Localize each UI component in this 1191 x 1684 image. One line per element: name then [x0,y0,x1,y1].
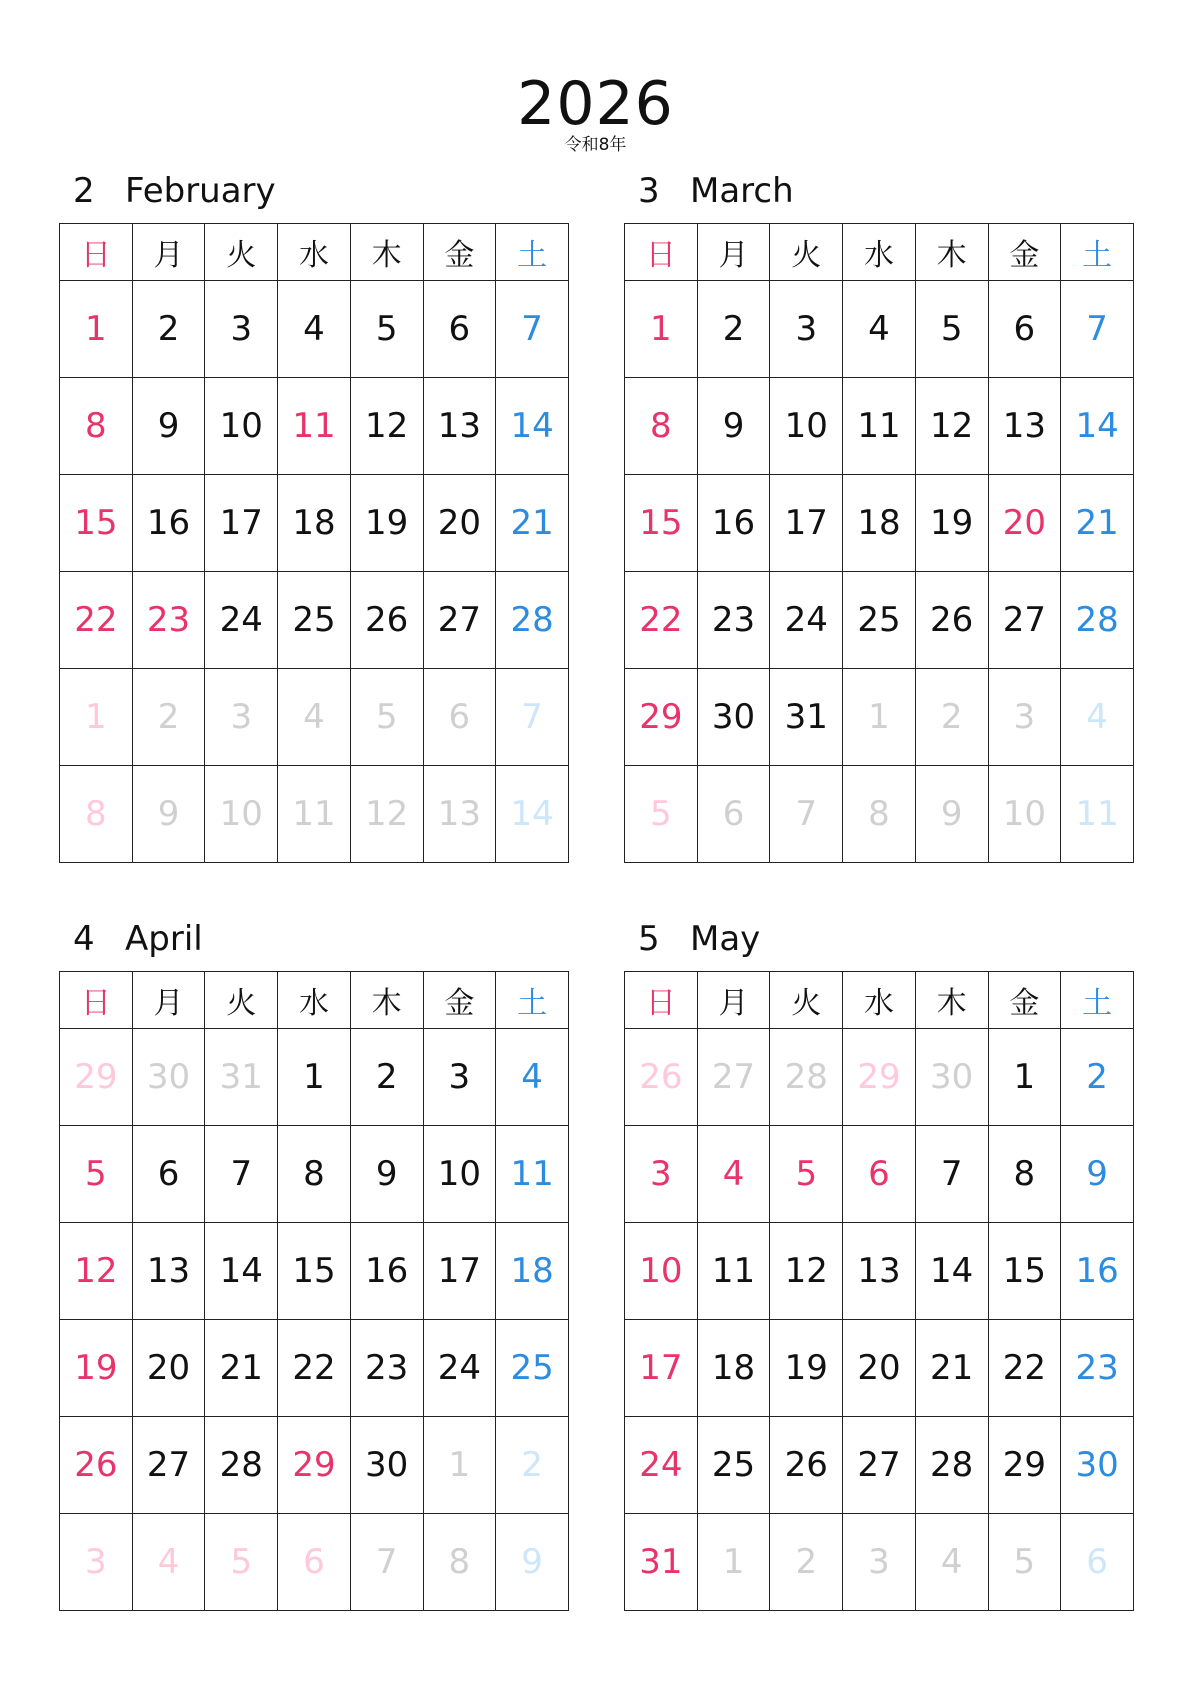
day-cell: 27 [423,572,496,669]
week-row [60,1126,569,1223]
weekday-header-row [625,972,1134,1029]
weekday-header: 水 [278,224,351,281]
month-number: 4 [73,919,95,959]
day-cell: 11 [697,1223,770,1320]
day-cell: 7 [496,281,569,378]
month-number: 5 [638,919,660,959]
month-name: March [690,171,794,211]
day-cell: 4 [1061,669,1134,766]
day-cell: 8 [278,1126,351,1223]
month-march [624,171,1134,863]
day-cell: 28 [205,1417,278,1514]
day-cell: 1 [625,281,698,378]
day-cell: 30 [1061,1417,1134,1514]
day-cell: 6 [1061,1514,1134,1611]
day-cell: 7 [1061,281,1134,378]
day-cell: 6 [423,669,496,766]
weekday-header: 月 [697,224,770,281]
day-cell: 2 [1061,1029,1134,1126]
day-cell: 23 [1061,1320,1134,1417]
week-row [625,1320,1134,1417]
month-grid [59,971,569,1611]
month-name: February [125,171,276,211]
day-cell: 17 [625,1320,698,1417]
day-cell: 21 [205,1320,278,1417]
month-name: May [690,919,761,959]
day-cell: 4 [496,1029,569,1126]
week-row [625,475,1134,572]
weekday-header-row [625,224,1134,281]
day-cell: 15 [278,1223,351,1320]
day-cell: 23 [132,572,205,669]
weekday-header: 火 [770,972,843,1029]
day-cell: 26 [60,1417,133,1514]
day-cell: 12 [350,378,423,475]
day-cell: 24 [625,1417,698,1514]
day-cell: 15 [60,475,133,572]
day-cell: 26 [350,572,423,669]
day-cell: 28 [1061,572,1134,669]
day-cell: 20 [132,1320,205,1417]
month-title [73,171,276,211]
week-row [625,1029,1134,1126]
day-cell: 31 [205,1029,278,1126]
day-cell: 4 [915,1514,988,1611]
day-cell: 25 [496,1320,569,1417]
day-cell: 5 [205,1514,278,1611]
day-cell: 29 [625,669,698,766]
weekday-header: 水 [843,224,916,281]
week-row [60,281,569,378]
day-cell: 21 [915,1320,988,1417]
day-cell: 12 [770,1223,843,1320]
day-cell: 10 [205,766,278,863]
day-cell: 11 [1061,766,1134,863]
day-cell: 30 [697,669,770,766]
day-cell: 6 [988,281,1061,378]
day-cell: 18 [278,475,351,572]
weekday-header: 火 [205,972,278,1029]
day-cell: 29 [278,1417,351,1514]
day-cell: 3 [843,1514,916,1611]
month-number: 3 [638,171,660,211]
day-cell: 5 [350,669,423,766]
day-cell: 9 [697,378,770,475]
day-cell: 22 [625,572,698,669]
day-cell: 3 [988,669,1061,766]
weekday-header: 金 [988,224,1061,281]
week-row [60,572,569,669]
day-cell: 6 [843,1126,916,1223]
week-row [60,766,569,863]
day-cell: 13 [132,1223,205,1320]
month-number: 2 [73,171,95,211]
day-cell: 2 [132,281,205,378]
day-cell: 11 [496,1126,569,1223]
day-cell: 9 [1061,1126,1134,1223]
day-cell: 14 [205,1223,278,1320]
week-row [60,669,569,766]
day-cell: 14 [915,1223,988,1320]
day-cell: 27 [988,572,1061,669]
day-cell: 27 [843,1417,916,1514]
day-cell: 20 [423,475,496,572]
day-cell: 8 [60,766,133,863]
day-cell: 19 [770,1320,843,1417]
day-cell: 16 [132,475,205,572]
day-cell: 3 [205,669,278,766]
day-cell: 2 [132,669,205,766]
day-cell: 8 [60,378,133,475]
day-cell: 5 [625,766,698,863]
day-cell: 29 [843,1029,916,1126]
day-cell: 17 [205,475,278,572]
week-row [625,1514,1134,1611]
day-cell: 26 [915,572,988,669]
day-cell: 29 [60,1029,133,1126]
weekday-header: 月 [132,972,205,1029]
day-cell: 15 [625,475,698,572]
day-cell: 9 [132,378,205,475]
day-cell: 14 [496,378,569,475]
day-cell: 3 [423,1029,496,1126]
week-row [60,475,569,572]
day-cell: 10 [423,1126,496,1223]
month-grid [624,223,1134,863]
weekday-header: 木 [915,972,988,1029]
weekday-header: 火 [205,224,278,281]
day-cell: 4 [278,281,351,378]
day-cell: 6 [132,1126,205,1223]
day-cell: 8 [843,766,916,863]
day-cell: 14 [496,766,569,863]
day-cell: 19 [60,1320,133,1417]
day-cell: 17 [770,475,843,572]
day-cell: 1 [278,1029,351,1126]
day-cell: 10 [988,766,1061,863]
day-cell: 30 [132,1029,205,1126]
weekday-header: 月 [132,224,205,281]
day-cell: 30 [915,1029,988,1126]
day-cell: 13 [423,766,496,863]
day-cell: 16 [350,1223,423,1320]
weekday-header: 日 [60,972,133,1029]
day-cell: 1 [60,281,133,378]
month-grid [624,971,1134,1611]
day-cell: 2 [770,1514,843,1611]
day-cell: 16 [697,475,770,572]
weekday-header: 日 [625,224,698,281]
day-cell: 10 [625,1223,698,1320]
day-cell: 9 [915,766,988,863]
japanese-era-year: 令和8年 [564,135,627,155]
day-cell: 11 [278,766,351,863]
day-cell: 7 [496,669,569,766]
month-april [59,919,569,1611]
weekday-header: 金 [988,972,1061,1029]
month-name: April [125,919,203,959]
weekday-header: 土 [1061,972,1134,1029]
day-cell: 6 [423,281,496,378]
weekday-header: 木 [350,972,423,1029]
calendar-year: 2026 [517,69,674,139]
weekday-header: 木 [350,224,423,281]
day-cell: 1 [60,669,133,766]
day-cell: 19 [350,475,423,572]
day-cell: 7 [915,1126,988,1223]
day-cell: 22 [988,1320,1061,1417]
month-grid [59,223,569,863]
day-cell: 4 [697,1126,770,1223]
day-cell: 1 [423,1417,496,1514]
week-row [60,378,569,475]
day-cell: 13 [423,378,496,475]
week-row [625,1126,1134,1223]
day-cell: 9 [350,1126,423,1223]
weekday-header: 土 [496,972,569,1029]
week-row [625,1417,1134,1514]
day-cell: 25 [843,572,916,669]
day-cell: 28 [915,1417,988,1514]
day-cell: 20 [988,475,1061,572]
day-cell: 24 [770,572,843,669]
day-cell: 7 [350,1514,423,1611]
weekday-header: 土 [1061,224,1134,281]
day-cell: 28 [496,572,569,669]
day-cell: 18 [697,1320,770,1417]
day-cell: 9 [496,1514,569,1611]
day-cell: 22 [60,572,133,669]
day-cell: 23 [697,572,770,669]
weekday-header: 日 [625,972,698,1029]
weekday-header: 火 [770,224,843,281]
day-cell: 5 [350,281,423,378]
day-cell: 11 [278,378,351,475]
weekday-header-row [60,972,569,1029]
day-cell: 18 [843,475,916,572]
day-cell: 13 [988,378,1061,475]
day-cell: 31 [625,1514,698,1611]
day-cell: 30 [350,1417,423,1514]
week-row [625,669,1134,766]
weekday-header: 金 [423,972,496,1029]
day-cell: 7 [770,766,843,863]
day-cell: 23 [350,1320,423,1417]
day-cell: 25 [697,1417,770,1514]
week-row [60,1029,569,1126]
day-cell: 13 [843,1223,916,1320]
day-cell: 25 [278,572,351,669]
weekday-header: 水 [278,972,351,1029]
weekday-header: 水 [843,972,916,1029]
month-title [73,919,203,959]
month-title [638,171,794,211]
day-cell: 4 [278,669,351,766]
week-row [625,378,1134,475]
day-cell: 8 [423,1514,496,1611]
weekday-header: 金 [423,224,496,281]
day-cell: 3 [205,281,278,378]
weekday-header: 土 [496,224,569,281]
month-february [59,171,569,863]
day-cell: 3 [60,1514,133,1611]
weekday-header-row [60,224,569,281]
day-cell: 1 [697,1514,770,1611]
week-row [60,1417,569,1514]
day-cell: 4 [843,281,916,378]
day-cell: 31 [770,669,843,766]
day-cell: 8 [988,1126,1061,1223]
day-cell: 2 [697,281,770,378]
weekday-header: 日 [60,224,133,281]
day-cell: 15 [988,1223,1061,1320]
day-cell: 1 [988,1029,1061,1126]
day-cell: 7 [205,1126,278,1223]
day-cell: 12 [915,378,988,475]
day-cell: 28 [770,1029,843,1126]
day-cell: 4 [132,1514,205,1611]
day-cell: 20 [843,1320,916,1417]
day-cell: 5 [915,281,988,378]
week-row [625,281,1134,378]
day-cell: 27 [132,1417,205,1514]
day-cell: 17 [423,1223,496,1320]
day-cell: 6 [697,766,770,863]
day-cell: 21 [496,475,569,572]
day-cell: 27 [697,1029,770,1126]
week-row [60,1514,569,1611]
day-cell: 2 [915,669,988,766]
day-cell: 12 [350,766,423,863]
day-cell: 11 [843,378,916,475]
day-cell: 2 [496,1417,569,1514]
day-cell: 14 [1061,378,1134,475]
day-cell: 3 [625,1126,698,1223]
day-cell: 1 [843,669,916,766]
day-cell: 10 [205,378,278,475]
day-cell: 21 [1061,475,1134,572]
week-row [625,572,1134,669]
day-cell: 26 [625,1029,698,1126]
month-title [638,919,760,959]
day-cell: 5 [60,1126,133,1223]
weekday-header: 月 [697,972,770,1029]
day-cell: 24 [205,572,278,669]
day-cell: 2 [350,1029,423,1126]
day-cell: 10 [770,378,843,475]
day-cell: 8 [625,378,698,475]
day-cell: 12 [60,1223,133,1320]
day-cell: 9 [132,766,205,863]
day-cell: 22 [278,1320,351,1417]
day-cell: 16 [1061,1223,1134,1320]
day-cell: 19 [915,475,988,572]
day-cell: 24 [423,1320,496,1417]
week-row [625,766,1134,863]
week-row [60,1223,569,1320]
week-row [625,1223,1134,1320]
day-cell: 29 [988,1417,1061,1514]
day-cell: 3 [770,281,843,378]
day-cell: 6 [278,1514,351,1611]
day-cell: 18 [496,1223,569,1320]
weekday-header: 木 [915,224,988,281]
month-may [624,919,1134,1611]
day-cell: 5 [988,1514,1061,1611]
week-row [60,1320,569,1417]
day-cell: 26 [770,1417,843,1514]
day-cell: 5 [770,1126,843,1223]
